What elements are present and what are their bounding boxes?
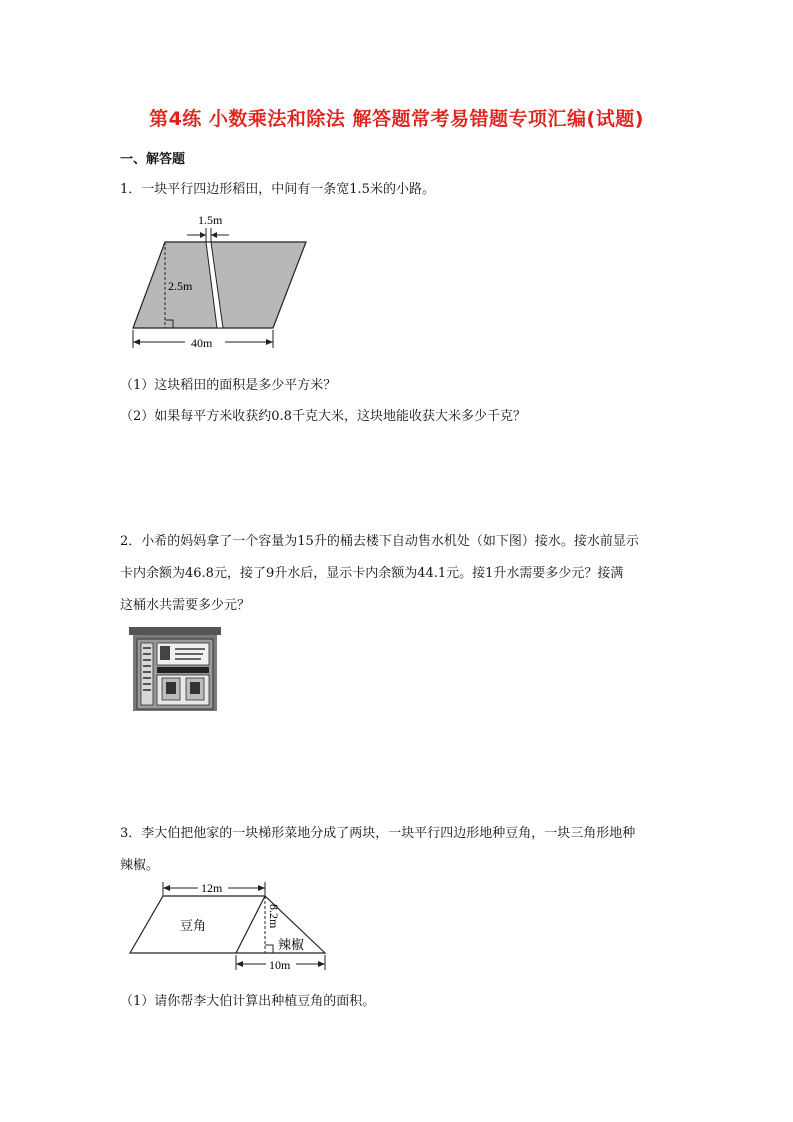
region-pepper-label: 辣椒	[278, 937, 305, 952]
bottom-length-label: 10m	[269, 958, 291, 972]
section-heading: 一、解答题	[120, 152, 186, 167]
height-label: 8.2m	[267, 904, 281, 929]
base-label: 40m	[191, 336, 213, 350]
top-length-label: 12m	[201, 881, 223, 895]
q3-line2: 辣椒。	[120, 858, 160, 873]
q1-sub1: （1）这块稻田的面积是多少平方米？	[120, 378, 337, 393]
water-vending-machine-image	[127, 625, 223, 711]
q1-stem: 1．一块平行四边形稻田，中间有一条宽1.5米的小路。	[120, 182, 435, 197]
height-label: 2.5m	[168, 279, 193, 293]
q2-line3: 这桶水共需要多少元？	[120, 598, 251, 613]
path-width-label: 1.5m	[198, 213, 223, 227]
parallelogram-field-figure	[125, 208, 315, 354]
q2-line1: 2．小希的妈妈拿了一个容量为15升的桶去楼下自动售水机处（如下图）接水。接水前显示	[120, 534, 639, 549]
q3-sub1: （1）请你帮李大伯计算出种植豆角的面积。	[120, 994, 376, 1009]
q3-line1: 3．李大伯把他家的一块梯形菜地分成了两块，一块平行四边形地种豆角，一块三角形地种	[120, 826, 636, 841]
q1-sub2: （2）如果每平方米收获约0.8千克大米，这块地能收获大米多少千克？	[120, 409, 526, 424]
q2-line2: 卡内余额为46.8元，接了9升水后，显示卡内余额为44.1元。接1升水需要多少元？接满	[120, 566, 624, 581]
page-title: 第4练 小数乘法和除法 解答题常考易错题专项汇编(试题)	[149, 108, 644, 130]
region-beans-label: 豆角	[180, 918, 207, 933]
trapezoid-garden-figure	[128, 878, 333, 974]
